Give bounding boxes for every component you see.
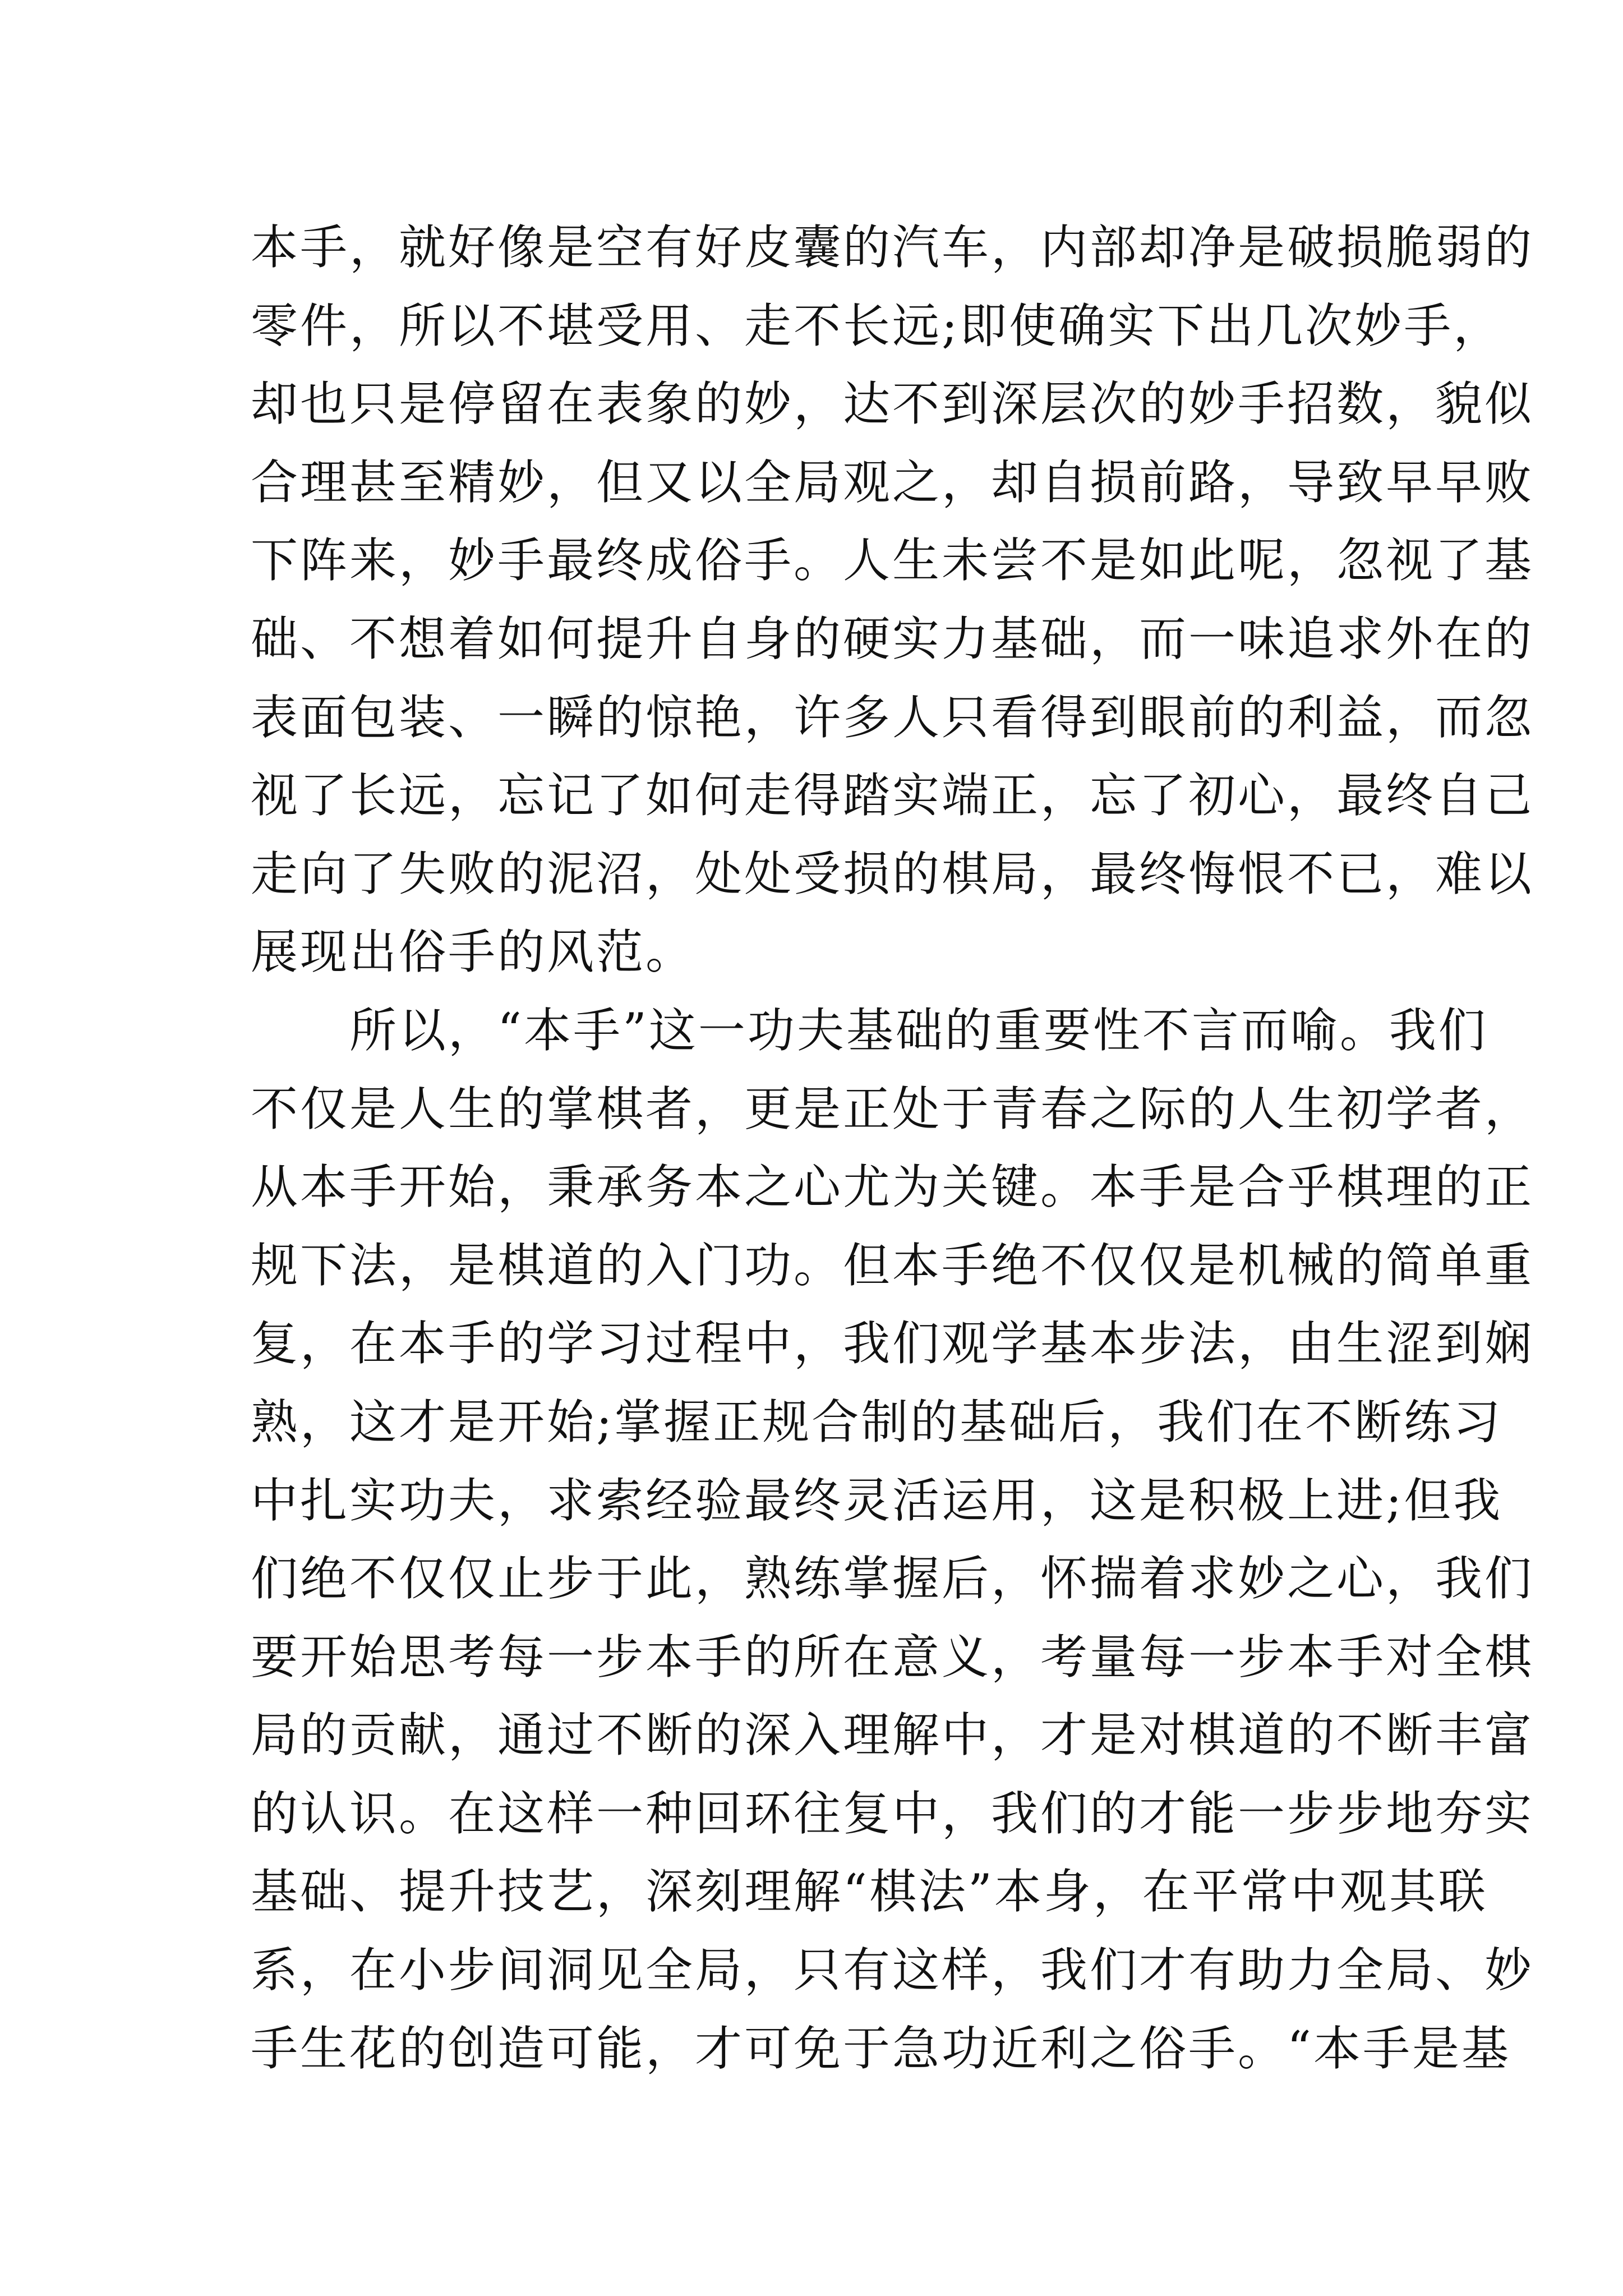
text-line: 下阵来，妙手最终成俗手。人生未尝不是如此呢，忽视了基 — [251, 533, 1534, 588]
text-line: 复，在本手的学习过程中，我们观学基本步法，由生涩到娴 — [251, 1316, 1534, 1372]
text-line: 手生花的创造可能，才可免于急功近利之俗手。“本手是基 — [251, 2021, 1511, 2076]
text-line: 从本手开始，秉承务本之心尤为关键。本手是合乎棋理的正 — [251, 1159, 1534, 1215]
text-line: 础、不想着如何提升自身的硬实力基础，而一味追求外在的 — [251, 611, 1534, 666]
text-line: 走向了失败的泥沼，处处受损的棋局，最终悔恨不已，难以 — [251, 846, 1534, 901]
text-line: 零件，所以不堪受用、走不长远;即使确实下出几次妙手， — [251, 298, 1503, 353]
text-line: 系，在小步间洞见全局，只有这样，我们才有助力全局、妙 — [251, 1943, 1534, 1998]
text-line: 合理甚至精妙，但又以全局观之，却自损前路，导致早早败 — [251, 454, 1534, 510]
text-line: 中扎实功夫，求索经验最终灵活运用，这是积极上进;但我 — [251, 1473, 1503, 1528]
text-line: 所以，“本手”这一功夫基础的重要性不言而喻。我们 — [251, 1002, 1488, 1058]
text-line: 视了长远，忘记了如何走得踏实端正，忘了初心，最终自己 — [251, 768, 1534, 823]
text-line: 的认识。在这样一种回环往复中，我们的才能一步步地夯实 — [251, 1786, 1534, 1841]
text-line: 表面包装、一瞬的惊艳，许多人只看得到眼前的利益，而忽 — [251, 689, 1534, 745]
text-line: 要开始思考每一步本手的所在意义，考量每一步本手对全棋 — [251, 1629, 1534, 1685]
text-line: 却也只是停留在表象的妙，达不到深层次的妙手招数，貌似 — [251, 376, 1534, 432]
text-line: 基础、提升技艺，深刻理解“棋法”本身，在平常中观其联 — [251, 1864, 1488, 1920]
text-line: 规下法，是棋道的入门功。但本手绝不仅仅是机械的简单重 — [251, 1237, 1534, 1293]
text-line: 们绝不仅仅止步于此，熟练掌握后，怀揣着求妙之心，我们 — [251, 1551, 1534, 1607]
text-line: 不仅是人生的掌棋者，更是正处于青春之际的人生初学者， — [251, 1081, 1534, 1137]
text-line: 展现出俗手的风范。 — [251, 924, 695, 980]
text-line: 局的贡献，通过不断的深入理解中，才是对棋道的不断丰富 — [251, 1708, 1534, 1763]
text-line: 本手，就好像是空有好皮囊的汽车，内部却净是破损脆弱的 — [251, 220, 1534, 275]
body-text — [251, 209, 1534, 2088]
text-line: 熟，这才是开始;掌握正规合制的基础后，我们在不断练习 — [251, 1394, 1503, 1450]
